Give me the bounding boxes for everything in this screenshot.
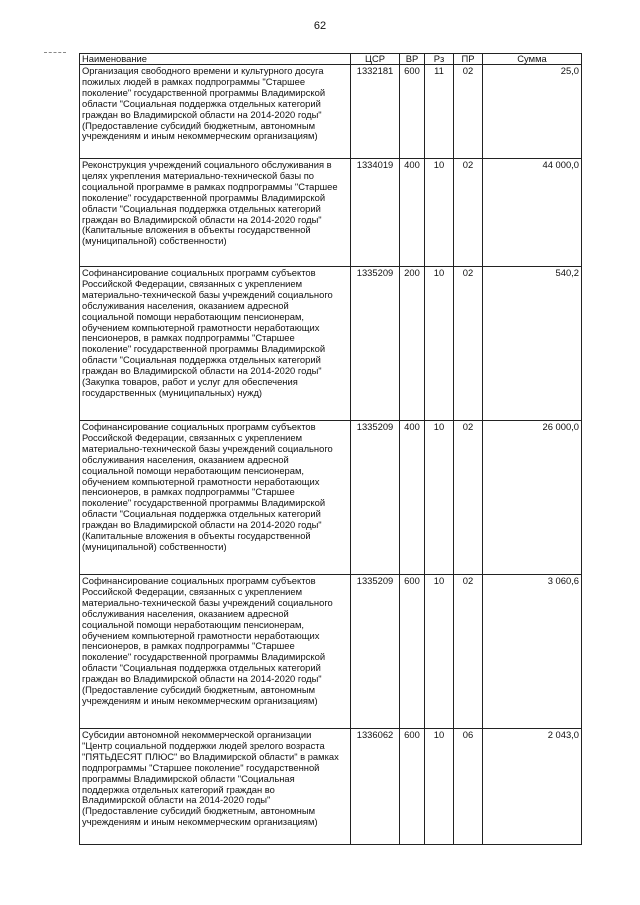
cell-csr: 1336062 (351, 729, 400, 845)
page-number: 62 (313, 20, 327, 32)
cell-csr: 1334019 (351, 159, 400, 267)
cell-sum: 26 000,0 (483, 421, 582, 575)
cell-rz: 10 (425, 575, 454, 729)
cell-pr: 02 (454, 575, 483, 729)
cell-vr: 400 (400, 421, 425, 575)
header-sum: Сумма (483, 54, 582, 65)
cell-name: Реконструкция учреждений социального обслуживания в целях укрепления материально-технической базы по социальной программе в рамках подпрограммы "Старшее поколение" государственной программы Владимирской области "Социальная поддержка отдельных категорий граждан во Владимирской области на 2014-2020 годы" (Капитальные вложения в объекты государственной (муниципальной) собственности) (80, 159, 351, 267)
cell-name: Софинансирование социальных программ субъектов Российской Федерации, связанных с укреплением материально-технической базы учреждений социального обслуживания населения, оказанием адресной социальной помощи неработающим пенсионерам, обучением компьютерной грамотности неработающих пенсионеров, в рамках подпрограммы "Старшее поколение" государственной программы Владимирской области "Социальная поддержка отдельных категорий граждан во Владимирской области на 2014-2020 годы" (Капитальные вложения в объекты государственной (муниципальной) собственности) (80, 421, 351, 575)
header-rz: Рз (425, 54, 454, 65)
cell-rz: 10 (425, 267, 454, 421)
cell-sum: 3 060,6 (483, 575, 582, 729)
cell-vr: 400 (400, 159, 425, 267)
header-vr: ВР (400, 54, 425, 65)
header-pr: ПР (454, 54, 483, 65)
cell-csr: 1332181 (351, 65, 400, 159)
cell-name: Софинансирование социальных программ субъектов Российской Федерации, связанных с укреплением материально-технической базы учреждений социального обслуживания населения, оказанием адресной социальной помощи неработающим пенсионерам, обучением компьютерной грамотности неработающих пенсионеров, в рамках подпрограммы "Старшее поколение" государственной программы Владимирской области "Социальная поддержка отдельных категорий граждан во Владимирской области на 2014-2020 годы" (Предоставление субсидий бюджетным, автономным учреждениям и иным некоммерческим организациям) (80, 575, 351, 729)
table-row (80, 65, 582, 159)
cell-sum: 44 000,0 (483, 159, 582, 267)
cell-pr: 02 (454, 65, 483, 159)
cell-rz: 11 (425, 65, 454, 159)
cell-vr: 200 (400, 267, 425, 421)
table-row (80, 729, 582, 845)
table-row (80, 267, 582, 421)
cell-pr: 02 (454, 421, 483, 575)
budget-table (79, 53, 582, 845)
table-header-row (80, 54, 582, 65)
cell-vr: 600 (400, 65, 425, 159)
cell-rz: 10 (425, 729, 454, 845)
cell-name: Субсидии автономной некоммерческой организации "Центр социальной поддержки людей зрелого возраста "ПЯТЬДЕСЯТ ПЛЮС" во Владимирской области" в рамках подпрограммы "Старшее поколение" государственной программы Владимирской области "Социальная поддержка отдельных категорий граждан во Владимирской области на 2014-2020 годы" (Предоставление субсидий бюджетным, автономным учреждениям и иным некоммерческим организациям) (80, 729, 351, 845)
cell-name: Организация свободного времени и культурного досуга пожилых людей в рамках подпрограммы "Старшее поколение" государственной программы Владимирской области "Социальная поддержка отдельных категорий граждан во Владимирской области на 2014-2020 годы" (Предоставление субсидий бюджетным, автономным учреждениям и иным некоммерческим организациям) (80, 65, 351, 159)
cell-rz: 10 (425, 421, 454, 575)
cell-sum: 540,2 (483, 267, 582, 421)
table-row (80, 421, 582, 575)
cell-rz: 10 (425, 159, 454, 267)
table-row (80, 159, 582, 267)
margin-mark (44, 52, 66, 53)
cell-pr: 06 (454, 729, 483, 845)
cell-csr: 1335209 (351, 421, 400, 575)
cell-sum: 2 043,0 (483, 729, 582, 845)
cell-vr: 600 (400, 575, 425, 729)
cell-sum: 25,0 (483, 65, 582, 159)
table-row (80, 575, 582, 729)
cell-vr: 600 (400, 729, 425, 845)
cell-csr: 1335209 (351, 575, 400, 729)
header-csr: ЦСР (351, 54, 400, 65)
cell-name: Софинансирование социальных программ субъектов Российской Федерации, связанных с укреплением материально-технической базы учреждений социального обслуживания населения, оказанием адресной социальной помощи неработающим пенсионерам, обучением компьютерной грамотности неработающих пенсионеров, в рамках подпрограммы "Старшее поколение" государственной программы Владимирской области "Социальная поддержка отдельных категорий граждан во Владимирской области на 2014-2020 годы" (Закупка товаров, работ и услуг для обеспечения государственных (муниципальных) нужд) (80, 267, 351, 421)
cell-pr: 02 (454, 267, 483, 421)
cell-pr: 02 (454, 159, 483, 267)
header-name: Наименование (80, 54, 351, 65)
cell-csr: 1335209 (351, 267, 400, 421)
